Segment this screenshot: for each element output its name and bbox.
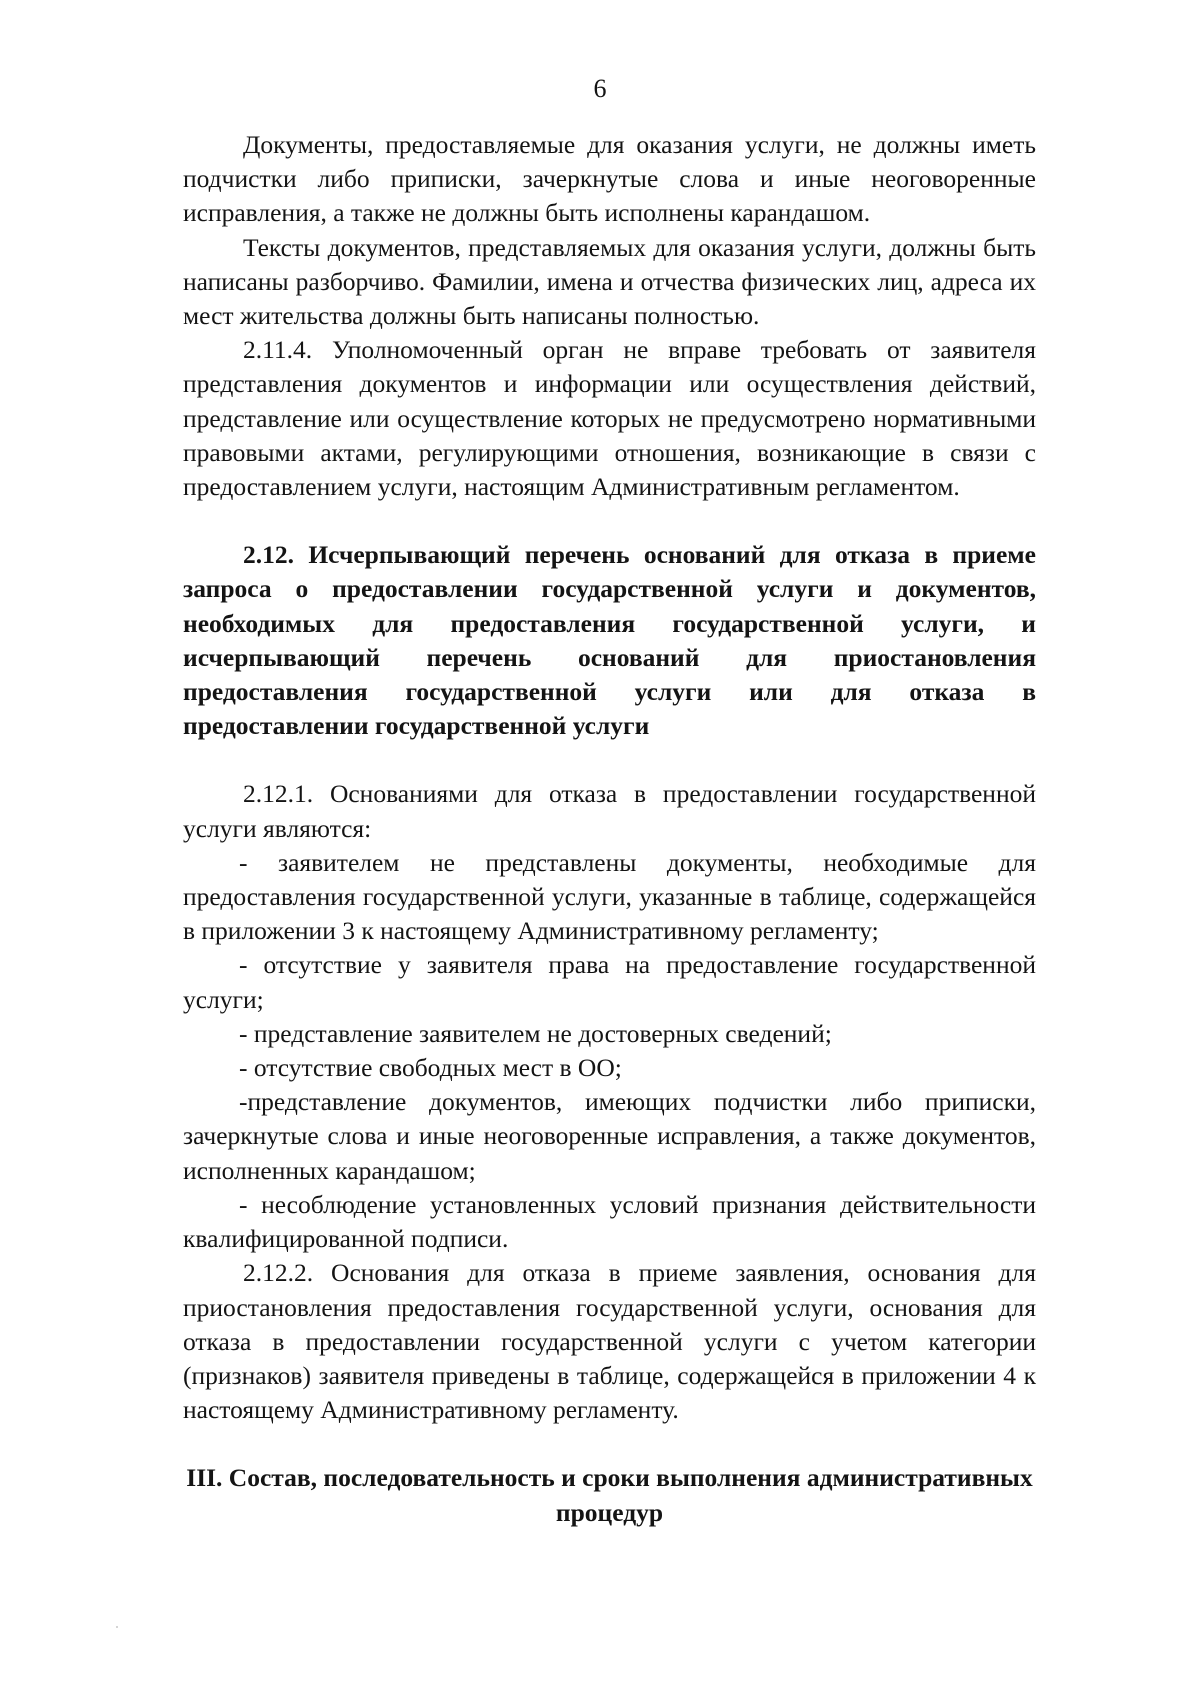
list-item: - заявителем не представлены документы, необходимые для предоставления государственной услуги, указанные в таблице, содержащейся в приложении 3 к настоящему Административному регламенту; [183,847,1036,946]
list-item: - несоблюдение установленных условий признания действительности квалифицированной подписи. [183,1189,1036,1254]
list-item: -представление документов, имеющих подчистки либо приписки, зачеркнутые слова и иные неоговоренные исправления, а также документов, исполненных карандашом; [183,1087,1036,1185]
paragraph-2-12-2: 2.12.2. Основания для отказа в приеме заявления, основания для приостановления предоставления государственной услуги, основания для отказа в предоставлении государственной услуги с учетом категории (признаков) заявителя приведены в таблице, содержащейся в приложении 4 к настоящему Административному регламенту. [183,1258,1036,1425]
document-body [183,128,1036,1530]
scan-speck [116,1626,118,1628]
list-item: - отсутствие у заявителя права на предоставление государственной услуги; [183,950,1036,1014]
section-3-heading: III. Состав, последовательность и сроки выполнения административных процедур [186,1463,1033,1527]
list-item: - отсутствие свободных мест в ОО; [239,1053,622,1083]
paragraph-2-12-1: 2.12.1. Основаниями для отказа в предоставлении государственной услуги являются: [183,779,1036,843]
paragraph-2-11-4: 2.11.4. Уполномоченный орган не вправе требовать от заявителя представления документов и информации или осуществления действий, представление или осуществление которых не предусмотрено нормативными правовыми актами, регулирующими отношения, возникающие в связи с предоставлением услуги, настоящим Административным регламентом. [183,335,1036,502]
list-item: - представление заявителем не достоверных сведений; [239,1018,832,1048]
page-number: 6 [593,74,607,103]
paragraph-documents-requirements: Документы, предоставляемые для оказания услуги, не должны иметь подчистки либо приписки, зачеркнутые слова и иные неоговоренные исправления, а также не должны быть исполнены карандашом. [183,130,1036,228]
paragraph-texts-legibility: Тексты документов, представляемых для оказания услуги, должны быть написаны разборчиво. Фамилии, имена и отчества физических лиц, адреса их мест жительства должны быть написаны полностью. [183,232,1036,331]
section-2-12-heading: 2.12. Исчерпывающий перечень оснований для отказа в приеме запроса о предоставлении государственной услуги и документов, необходимых для предоставления государственной услуги, и исчерпывающий перечень оснований для приостановления предоставления государственной услуги или для отказа в предоставлении государственной услуги [183,540,1036,741]
